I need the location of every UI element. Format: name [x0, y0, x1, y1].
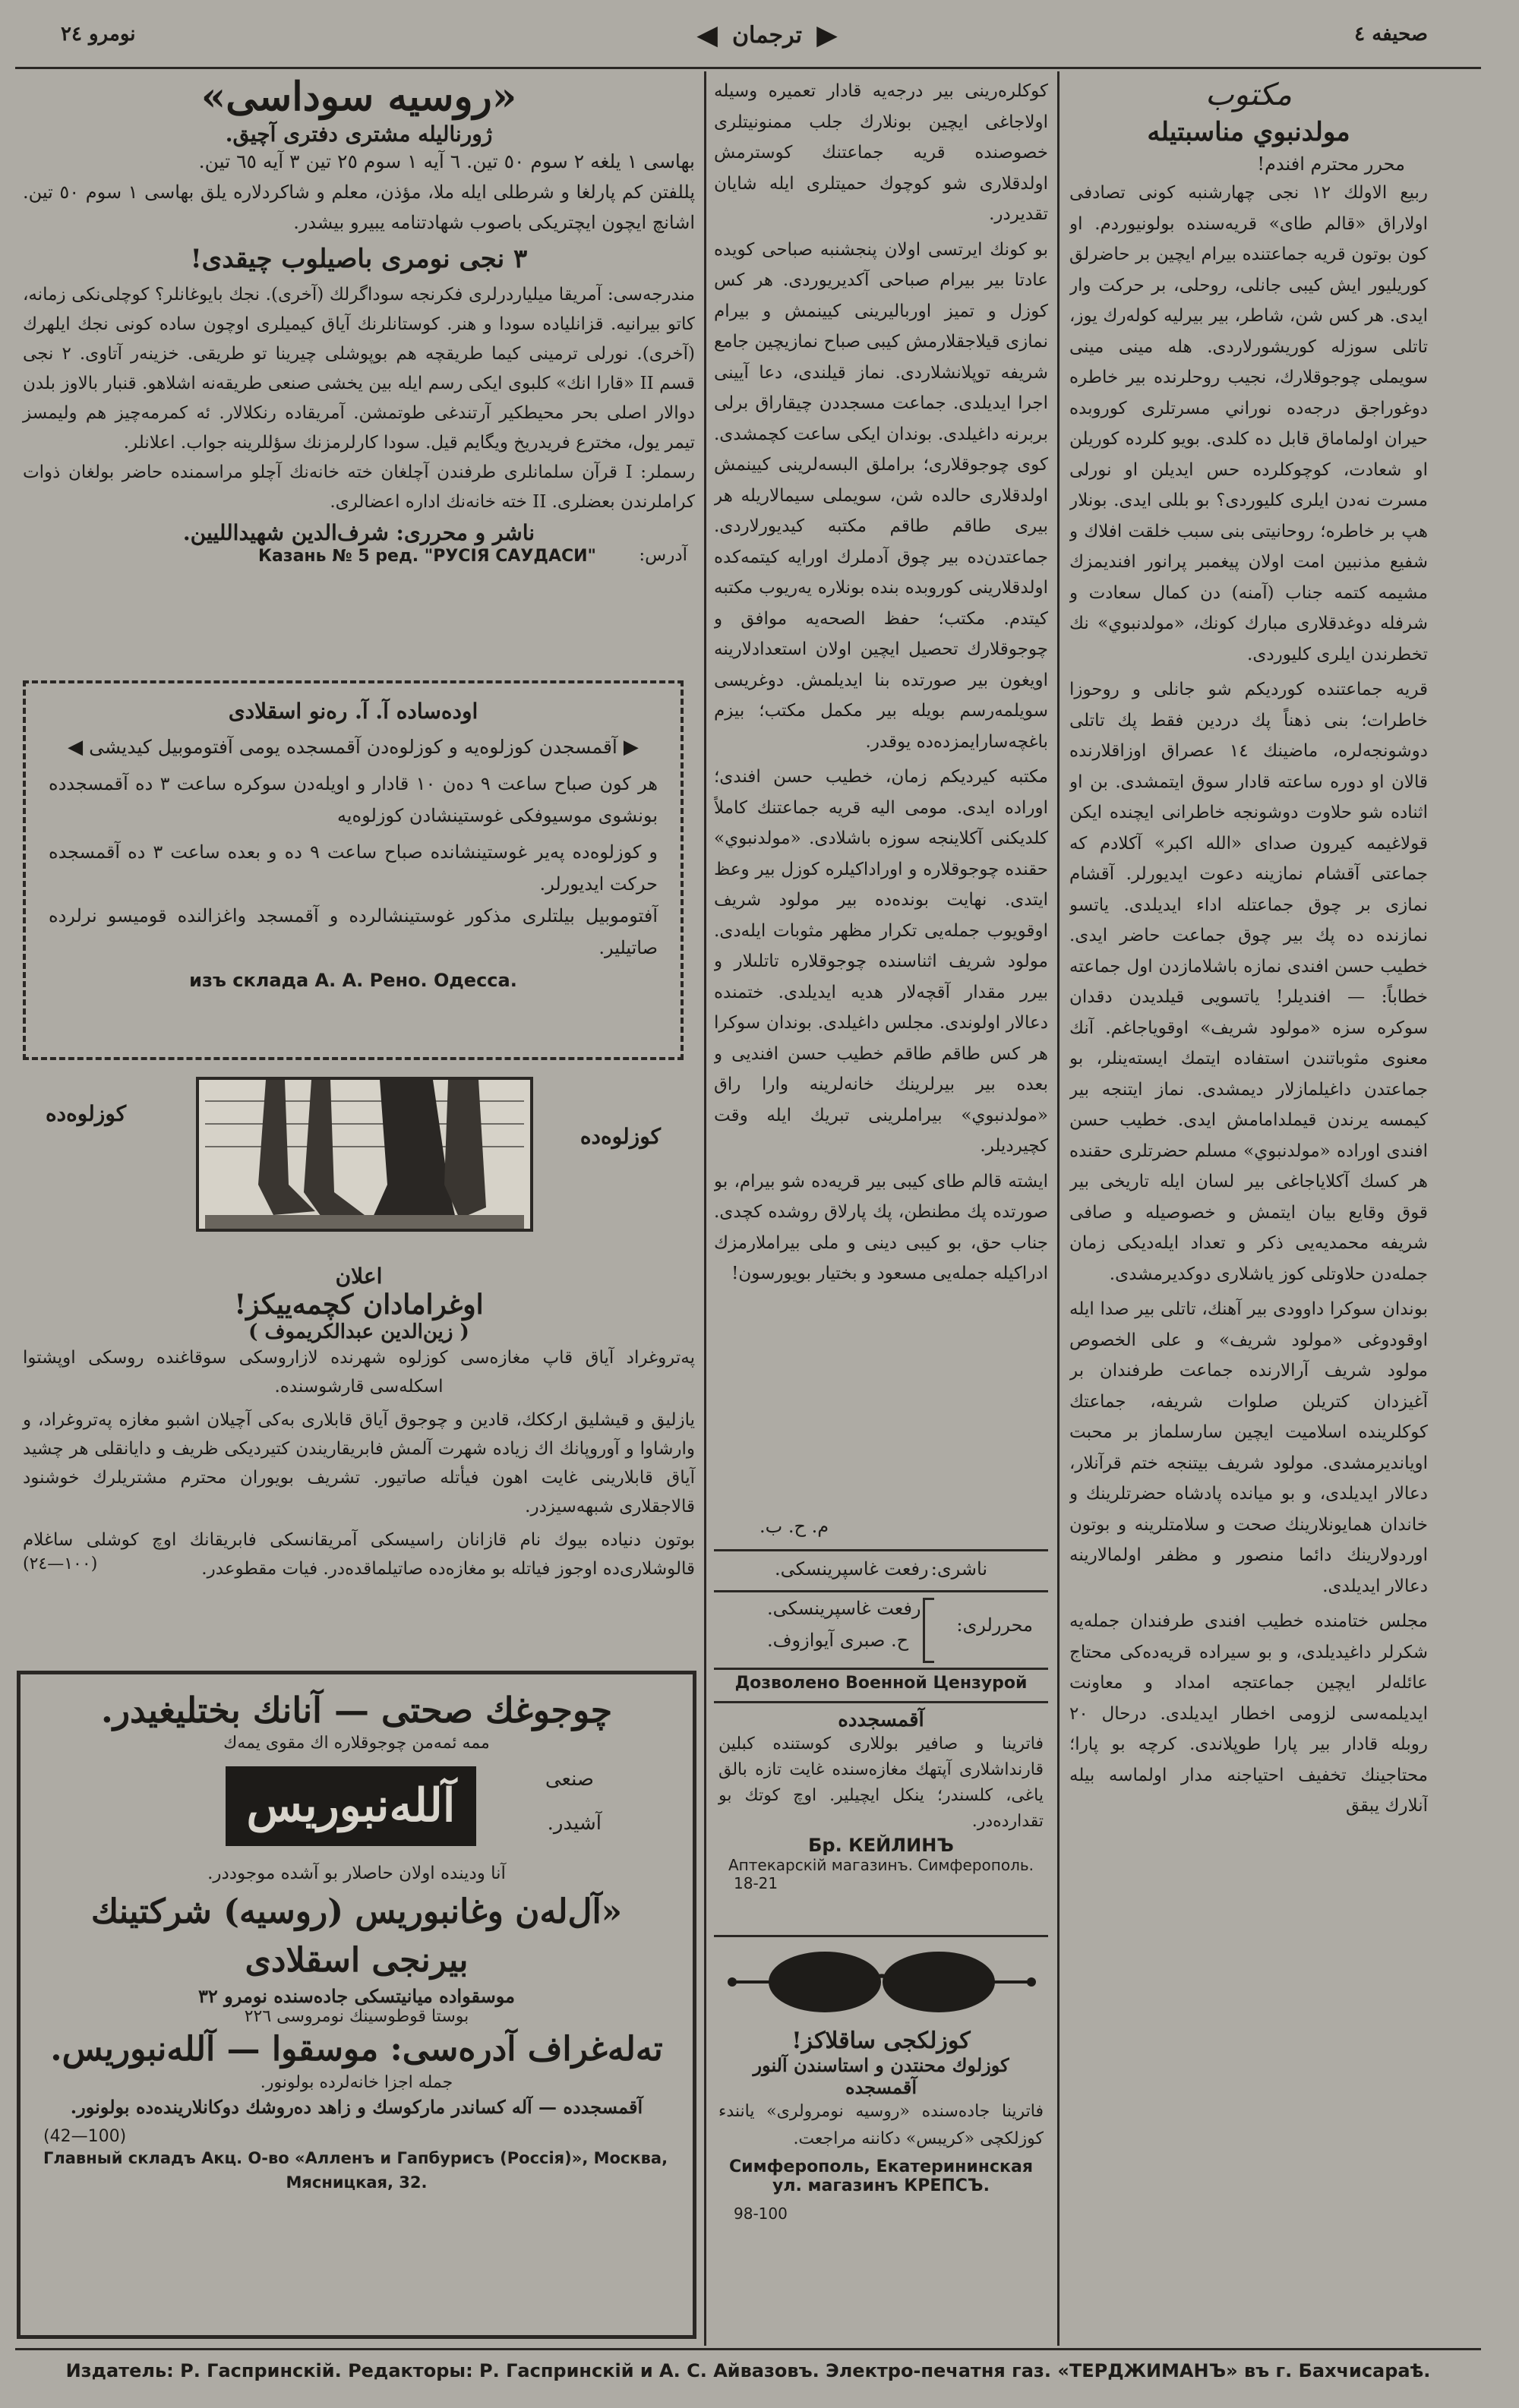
allenburys-sold: آنا ودينده اولان حاصلار بو آشده موجوددر.: [207, 1864, 506, 1883]
page-number-label: صحيفه ٤: [1354, 23, 1428, 46]
paragraph: ايشته قالم طاى كيبى بير قريه‌ده شو بيرام، بو صورتده پك مطنطن، پك پارلاق روشده كچدى. جناب حق، بو كيبى دينى و ملى بيراملارمزك ادراكيله جمله‌يى مسعود و بختيار بويورسون!: [714, 1171, 1048, 1283]
issue-number-label: نومرو ٢٤: [61, 23, 136, 46]
censor-note: Дозволено Военной Цензурой: [734, 1674, 1028, 1693]
ilan-code: (١٠٠—٢٤): [23, 1554, 98, 1573]
rusiya-title: «روسيه سوداسى»: [201, 74, 517, 120]
rusiya-saudasi-notice: [23, 73, 695, 680]
publisher-label: ناشرى:: [930, 1558, 987, 1580]
allenburys-company: «آل‌لەن وغانبوريس (روسيه) شركتينك بيرنجى اسقلادى: [90, 1892, 623, 1980]
column-rule-left: [704, 71, 706, 2346]
allenburys-ru-2: Мясницкая, 32.: [286, 2173, 428, 2192]
ad-glasses-address: Симферополь, Екатерининская ул. магазинъ КРЕПСЪ.: [729, 2157, 1033, 2195]
arrow-right-icon: ▶: [816, 20, 838, 51]
automobile-ad: [23, 680, 684, 1060]
editor-name-1: رفعت غاسپرينسكى.: [767, 1598, 921, 1619]
allenburys-asheder: آشيدر.: [547, 1812, 602, 1835]
boots-illustration-icon: [23, 1071, 684, 1261]
salutation: محرر محترم افندم!: [1257, 153, 1405, 175]
allenburys-sub: ممه ئمه‌من چوجوقلاره اك مقوى يمه‌ك: [223, 1734, 490, 1753]
article-body-right: [1069, 178, 1428, 1822]
ilan-name: ( زين‌الدين عبدالكريموف ): [248, 1321, 469, 1343]
paragraph: قريه جماعتنده كورديكم شو جانلى و روحوزا خاطرات؛ بنى ذهناً پك دردين فقط پك تاتلى دوشونجه‌لره، ماضينك ١٤ عصراق اوزاقلارنده قالان او دوره ساعته قادار سوق ايتمشدى. بن او اثناده شو حلاوت دوشونجه خاطرانى ايچنده ايكن قولاغيمه كيرون صداى «الله اكبر» آكلادم كه جماعتى آقشام نمازينه دعوت ايديورلر. آقشام نمازى بر چوق جماعتله اداء ايديلدى. ياتسو نمازنده ده پك بير چوق جماعت حاضر ايدى. خطيب حسن افندى نمازه باشلامازدن اول جماعته خطاباً: — افنديلر! ياتسويى قيلديدن دقدان سوكره سزه «مولود شريف» اوقوياجاغم. آنك معنوى مثوباتندن استفاده ايتمك ايسته‌ينلر، بو جماعتدن داغيلمازلار ديمشدى. نماز ايتنجه بير كيمسه يرندن قيملدامامش ايدى. خطيب حسن افندى اوراده «مولدنبوي» مسلم حضرتلرى حقنده هر كسك آكلاياجاغى بير لسان ايله تاريخى بير قوق وقايع بيان ايتمش و خصوصيله و صافى شريفه محمديه‌يى ذكر و تعداد ايله‌ديكى زمان جمله‌دن حلاوتلى كوز ياشلارى دوكديرمشدى.: [1069, 680, 1428, 1284]
rusiya-price-2: پللفتن كم پارلغا و شرطلى ايله ملا، مؤذن، معلم و شاكردلاره يلق بهاسى ١ سوم ٥٠ تين. اشانچ ايچون ايچتريكى باصوب شهادتنامه يبيرو بيشدر.: [23, 181, 696, 233]
allenburys-headline: چوجوغك صحتى — آنانك بختليغيدر.: [100, 1690, 613, 1731]
ad-glasses-subtitle: كوزلوك محنتدن و استاسندن آلنور: [753, 2054, 1009, 2076]
ad-glasses-code: 98-100: [734, 2204, 788, 2223]
middle-rule-4: [714, 1701, 1048, 1703]
footer-rule: [15, 2348, 1481, 2350]
automobile-line-1: ▶ آقمسجدن كوزلوه‌يه و كوزلوه‌دن آقمسجده يومى آفتوموبيل كيديشى ◀: [68, 736, 639, 759]
editors-label: محررلرى:: [956, 1614, 1033, 1636]
allenburys-sanai: صنعى: [545, 1768, 594, 1791]
rusiya-subtitle: ژورناليله مشترى دفترى آچيق.: [225, 122, 493, 147]
ad-keilin-text: فاترينا و صافير بوللارى كوستنده كبلين قارنداشلارى آپتهك مغازه‌سنده غايت تازه بالق ياغى، كلسندر؛ ينكل ايچيلير. اوچ كوتك بو تقدارده‌در.: [718, 1734, 1044, 1831]
allenburys-code: (42—100): [43, 2127, 127, 2146]
middle-rule-5: [714, 1935, 1048, 1937]
ilan-paragraph-1: پەتروغراد آياق قاپ مغازه‌سى كوزلوه شهرنده لازاروسكى سوقاغنده روسكى اوپشتوا اسكله‌سى قارشوسنده.: [23, 1348, 695, 1397]
automobile-line-2: هر كون صباح ساعت ٩ دەن ١٠ قادار و اويله‌دن سوكره ساعت ٣ ده آقمسجدده بونشوى موسيوفكى غوستينشادن كوزلوه‌يه: [49, 773, 658, 826]
editors-bracket: [923, 1598, 934, 1663]
rusiya-address-ru: Казань № 5 ред. "РУСІЯ САУДАСИ": [257, 547, 596, 566]
paragraph: مجلس ختامنده خطيب افندى طرفندان جمله‌يه شكرلر داغيديلدى، و بو سيراده قريه‌ده‌كى محتاج عائله‌لر ايچين جماعتجه امداد و معاونت ايديلمه‌سى لزومى اخطار ايديلدى. درحال ٢٠ روبله قادار بير پارا طوپلاندى. كرچه بو پارا؛ محتاجينك تخفيف احتياجنه مدار اولماسه بيله آنلارك يبقق: [1069, 1611, 1428, 1816]
editor-name-2: ح. صبرى آيوازوف.: [767, 1630, 909, 1651]
paper-name: ترجمان: [732, 22, 802, 49]
rusiya-contents: مندرجه‌سى: آمريقا ميلياردرلرى فكرنجه سوداگرلك (آخرى). نجك بايوغانلر؟ كوچلى‌نكى زمانه، كاتو بيرانيه. قزانلياده سودا و هنر. كوستانلرنك آياق كيميلرى اوچون ساده كونى نجك ايلهرك (آخرى). نورلى ترمينى كيما طريقچه هم بوپوشلى چيرينا تو طريقى. خزينه‌ر آتاوى. ٢ نجى قسم II «قارا انك» كلبوى ايكى رسم ايله بين يخشى صنعى طريقه‌نه اشلاهو. قنبار بالاوز بلدن دوالار اصلى بحر محيطكير آرتندغى طوتمشن. آمريقاده رنكلالار. ئه كمرمه‌چيز هم وليمسز تيمر يول، مخترع فريدريخ ويگايم قيل. سودا كارلرمزنك سؤللرينه جواب. اعلانلر.: [23, 285, 695, 453]
ad-glasses-city: آقمسجده: [845, 2076, 917, 2098]
automobile-title: اوده‌ساده آ. آ. رەنو اسقلادى: [228, 699, 478, 724]
arrow-left-icon: ◀: [696, 20, 718, 51]
ilan-label: اعلان: [335, 1264, 383, 1289]
paragraph: بو كونك ايرتسى اولان پنجشنبه صباحى كويده عادتا بير بيرام صباحى آكديريوردى. هر كس كوزل و تميز اورباليرينى كيينمش و بيرام نمازى قيلاجقلارمش كيبى صباح نمازيچين جامع شريفه توپلانشلاردى. نماز قيلندى، دعا آيينى اجرا ايديلدى. جماعت مسجددن چيقاراق برلى بربرنه داغيلدى. بوندان ايكى ساعت كچمشدى. كوى چوجوقلارى؛ براملق البسه‌لرينى كيينمش اولدقلارى حالده شن، سويملى سيمالاريله هر بيرى طاقم طاقم مكتبه كيديورلاردى. جماعتدن‌ده بير چوق آدملرك اورايه كيتمه‌كده اولدقلارينى كوروبده بنده بونلاره يه‌ريوب مكتبه كيتدم. مكتب؛ حفظ الصحه‌يه موافق و چوجوقلارك تحصيل ايچين اولان استعدادلارينه اويغون بير صورتده بنا ايديلمش. دوغريسى سويلمه‌رسم بويله بير مكمل مكتب؛ بيزم باغچه‌سارايمزده‌ده يوقدر.: [714, 239, 1048, 752]
ad-keilin-firm: Бр. КЕЙЛИНЪ: [808, 1835, 954, 1856]
automobile-line-3: و كوزلوه‌ده پەير غوستينشانده صباح ساعت ٩ ده و بعده ساعت ٣ ده آقمسجده حركت ايديورلر.: [49, 841, 658, 895]
ad-keilin-address: Аптекарскій магазинъ. Симферополь.: [728, 1856, 1034, 1874]
header-rule: [15, 67, 1481, 69]
article-body-middle: [714, 76, 1048, 1289]
publisher-row: [714, 1554, 1048, 1589]
masthead: [623, 20, 911, 51]
signature: م. ح. ب.: [760, 1516, 829, 1537]
ad-keilin: [718, 1709, 1044, 1933]
shoe-shop-notice: [23, 1264, 695, 1666]
rusiya-pictures: رسملر: I قرآن سلمانلرى طرفندن آچلغان خته خانه‌نك آچلو مراسمنده حاضر بولغان ذوات كراملرندن بعضلرى. II خته خانه‌نك اداره اعضالرى.: [23, 462, 696, 512]
ad-keilin-title: آقمسجدده: [838, 1709, 924, 1731]
paragraph: كوكلره‌رينى بير درجه‌يه قادار تعميره وسيله اولاجاغى ايچين بونلارك جلب ممنونيتلرى خصوصنده قريه جماعتنك كوسترمش اولدقلارى شو كوچوك حميتلرى ايله شايان تقديردر.: [714, 81, 1048, 224]
middle-column: [714, 76, 1048, 1595]
allenburys-telegram: تەلەغراف آدره‌سى: موسقوا — آللەنبوريس.: [50, 2030, 663, 2069]
middle-rule-1: [714, 1549, 1048, 1551]
allenburys-ad: [17, 1671, 696, 2339]
allenburys-akmesjid: آقمسجدده — آله كساندر ماركوسك و زاهد دەروشك دوكانلارينده‌ده بولونور.: [70, 2096, 643, 2118]
editors-row: [714, 1595, 1048, 1663]
rusiya-address-label: آدرس:: [639, 545, 687, 565]
article-title: مولدنبوي مناسبتيله: [1147, 117, 1350, 147]
eyeglasses-icon: [718, 1944, 1044, 2020]
ilan-paragraph-3: بوتون دنياده بيوك نام قازانان راسيسكى آمريقانسكى فابريقانك اوچ كوشلى ساغلام قالوشلارى‌ده اوجوز فياتله بو مغازه‌ده صاتيلماقده‌در. فيات مقطوعدر.: [23, 1530, 695, 1579]
automobile-line-4: آفتوموبيل بيلتلرى مذكور غوستينشالرده و آقمسجد واغزالنده قوميسو نرلرده صاتيلير.: [49, 905, 658, 958]
ad-glasses-text: فاترينا جاده‌سنده «روسيه نومرولرى» يانندء كوزلكچى «كريبس» دكاننه مراجعت.: [718, 2102, 1044, 2148]
middle-rule-2: [714, 1590, 1048, 1592]
arrow-left-icon: ◀: [68, 736, 84, 759]
automobile-ru: изъ склада А. А. Рено. Одесса.: [189, 970, 517, 991]
letter-heading: مكتوب: [1205, 77, 1292, 112]
paragraph: ربيع الاولك ١٢ نجى چهارشنبه كونى تصادفى اولاراق «قالم طاى» قريه‌سنده بولونيوردم. او كون بوتون قريه جماعتنده بيرام ايچين بر حاضرلق كوريليور ايش كيبى جانلى، روحلى، بر حركت وار ايدى. هر كس شن، شاطر، بير بيرليه كوله‌رك يوز، تاتلى سوزله كوريشورلاردى. هله مينى مينى سويملى چوجوقلارك، نجيب روحلرنده بير خاطره دوغوراجق درجه‌ده نوراني مسرتلرى كوروبده حيران اولماماق قابل ده كلدى. بويو كلرده كوريلن او شعادت، كوچوكلرده حس ايديلن او نورلى مسرت نه‌دن ايلرى كليوردى؟ بو بللى ايدى. بونلار هپ بر خاطره؛ روحانيتى بنى سبب خلقت افلاك و شفيع مذنبين امت اولان پيغمبر پرانور افنديمزك مشيمه كتمه جناب (آمنه) دن كمال سعادت و شرفله دوغدقلارى مبارك كونك، «مولدنبوي» نك تخطرندن ايلرى كليوردى.: [1069, 183, 1428, 664]
rusiya-address-row: [23, 545, 695, 573]
arrow-right-icon: ▶: [623, 736, 639, 759]
ilan-paragraph-2: يازليق و قيشليق ارككك، قادين و چوجوق آياق قابلارى بەكى آچيلان اشبو مغازه پەتروغراد، و وارشاوا و آوروپانك اك زياده شهرت آلمش فابريقاريندن كتيرديكى ظريف و دايانقلى هر چشيد آياق قابلارينى غايت اهون فيأتله صاتيور. تشريف بويوران محترم مشتريلرك خوشنود قالاجقلارى شبهه‌سيزدر.: [23, 1410, 695, 1516]
allenburys-ru-1: Главный складъ Акц. О-во «Алленъ и Гапбурисъ (Россія)», Москва,: [43, 2149, 668, 2167]
footer-imprint: Издатель: Р. Гаспринскій. Редакторы: Р. Гаспринскій и А. С. Айвазовъ. Электро-печатня газ. «ТЕРДЖИМАНЪ» въ г. Бахчисараѣ.: [65, 2360, 1431, 2381]
ad-glasses-title: كوزلكجى ساقلاكز!: [791, 2028, 971, 2054]
allenburys-post: بوستا قوطوسينك نومروسى ٢٢٦: [244, 2007, 469, 2026]
rusiya-price-1: بهاسى ١ يلغه ٢ سوم ٥٠ تين. ٦ آيه ١ سوم ٢٥ تين ٣ آيه ٦٥ تين.: [198, 150, 695, 172]
boots-label-left: كوزلوه‌ده: [46, 1101, 127, 1126]
ad-glasses: [718, 1944, 1044, 2339]
allenburys-logo: آللەنبوريس: [226, 1766, 476, 1846]
ilan-title: اوغرامادان كچمه‌ييكز!: [234, 1289, 484, 1321]
middle-rule-3: [714, 1668, 1048, 1670]
boots-label-right: كوزلوه‌ده: [579, 1124, 661, 1149]
paragraph: مكتبه كيرديكم زمان، خطيب حسن افندى؛ اوراده ايدى. مومى اليه قريه جماعتنك كاملاً كلديكنى آكلاينجه سوزه باشلادى. «مولدنبوي» حقنده چوجوقلاره و اوراداكيلره كوزل بير وعظ ايتدى. نهايت بونده‌ده بير مولود شريف اوقويوب جمله‌يى تكرار مظهر مثوبات ايله‌دى. مولود شريف اثناسنده چوجوقلاره تاتلىلار و بيرر مقدار آقچه‌لار هديه ايديلدى. ختمنده دعالار اولوندى. مجلس داغيلدى. بوندان سوكرا هر كس طاقم طاقم خطيب حسن افنديى و بعده بير بيرلرينك خانه‌لرينه وارا راق «مولدنبوي» بيراملرينى تبريك ايله وقت كچيرديلر.: [714, 767, 1048, 1156]
allenburys-moscow-address: موسقواده ميانيتسكى جاده‌سنده نومرو ٣٢: [198, 1985, 515, 2007]
paragraph: بوندان سوكرا داوودى بير آهنك، تاتلى بير صدا ايله اوقودوغى «مولود شريف» و على الخصوص مولود شريف آرالارنده جماعت طرفندان بر آغيزدان كتريلن صلوات شريفه، جماعتك كوكلرينده اسلاميت ايچين سارسلماز بر محبت اويانديرمشدى. مولود شريف بيتنجه ختم قرآنلار، دعالار ايديلدى، و بو ميانده پادشاه حضرتلرينك و خاندان همايونلارينك صحت و سلامتلرينه و بوتون اوردولارينك دائما منصور و مظفر اولمالارينه دعالار ايديلدى.: [1069, 1299, 1428, 1596]
rusiya-out-now: ٣ نجى نومرى باصيلوب چيقدى!: [190, 244, 528, 274]
allenburys-pharmacies: جمله اجزا خانه‌لرده بولونور.: [260, 2073, 453, 2092]
publisher-name: رفعت غاسپرينسكى.: [775, 1558, 929, 1580]
rusiya-publisher: ناشر و محررى: شرف‌الدين شهيدالليين.: [182, 520, 535, 545]
allenburys-logo-row: [21, 1760, 693, 1859]
right-column: [1069, 76, 1428, 2343]
column-rule-right: [1057, 71, 1060, 2346]
boots-advertisement: [23, 1071, 684, 1261]
ad-keilin-code: 18-21: [734, 1874, 778, 1892]
